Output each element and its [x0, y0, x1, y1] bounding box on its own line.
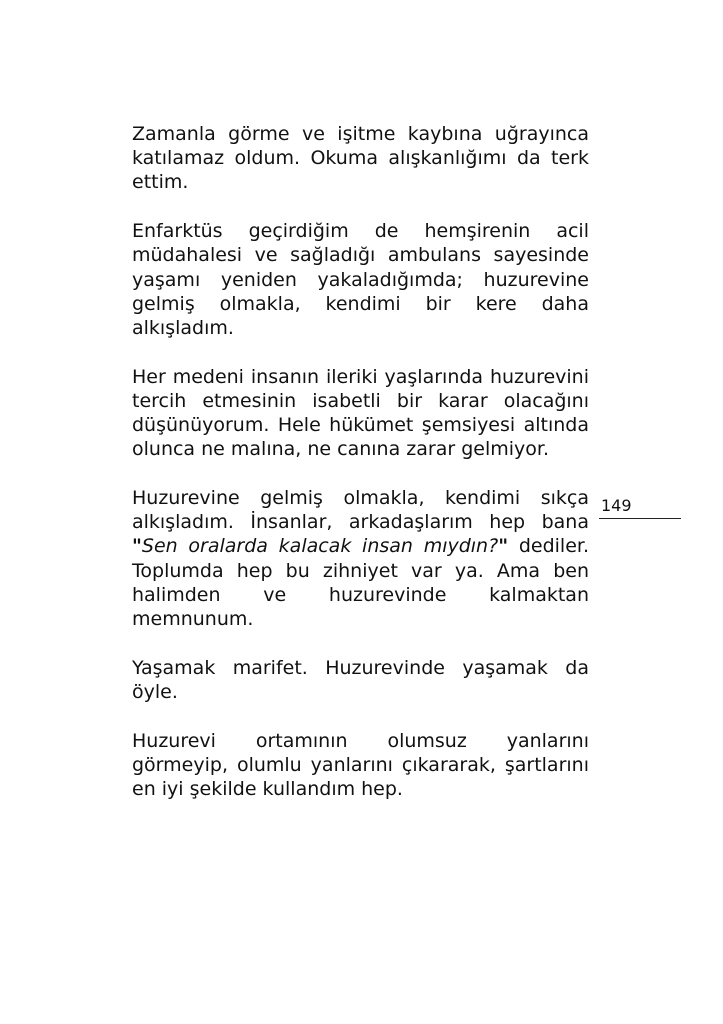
paragraph-3: Her medeni insanın ileriki yaşlarında huzurevini tercih etmesinin isabetli bir karar olacağını düşünüyorum. Hele hükümet şemsiyesi altında olunca ne malına, ne canına zarar gelmiyor.: [132, 365, 589, 461]
page-number-rule: [599, 518, 681, 519]
paragraph-4-tail: dediler. Toplumda hep bu zihniyet var ya. Ama ben halimden ve huzurevinde kalmaktan memnunum.: [132, 535, 589, 630]
page-number: 149: [601, 496, 632, 515]
paragraph-4: [132, 486, 589, 631]
paragraph-1: Zamanla görme ve işitme kaybına uğrayınca katılamaz oldum. Okuma alışkanlığımı da terk ettim.: [132, 123, 589, 194]
paragraph-5: Yaşamak marifet. Huzurevinde yaşamak da öyle.: [132, 656, 589, 703]
close-quote-mark: ": [498, 535, 509, 558]
open-quote-mark: ": [132, 535, 142, 558]
body-text: [132, 122, 589, 801]
quoted-remark: Sen oralarda kalacak insan mıydın?: [141, 535, 499, 558]
paragraph-6: Huzurevi ortamının olumsuz yanlarını görmeyip, olumlu yanlarını çıkararak, şartlarını en iyi şekilde kullandım hep.: [132, 729, 589, 800]
paragraph-2: Enfarktüs geçirdiğim de hemşirenin acil müdahalesi ve sağladığı ambulans sayesinde yaşamı yeniden yakaladığımda; huzurevine gelmiş olmakla, kendimi bir kere daha alkışladım.: [132, 220, 589, 339]
paragraph-4-lead: Huzurevine gelmiş olmakla, kendimi sıkça alkışladım. İnsanlar, arkadaşlarım hep bana: [132, 486, 589, 534]
